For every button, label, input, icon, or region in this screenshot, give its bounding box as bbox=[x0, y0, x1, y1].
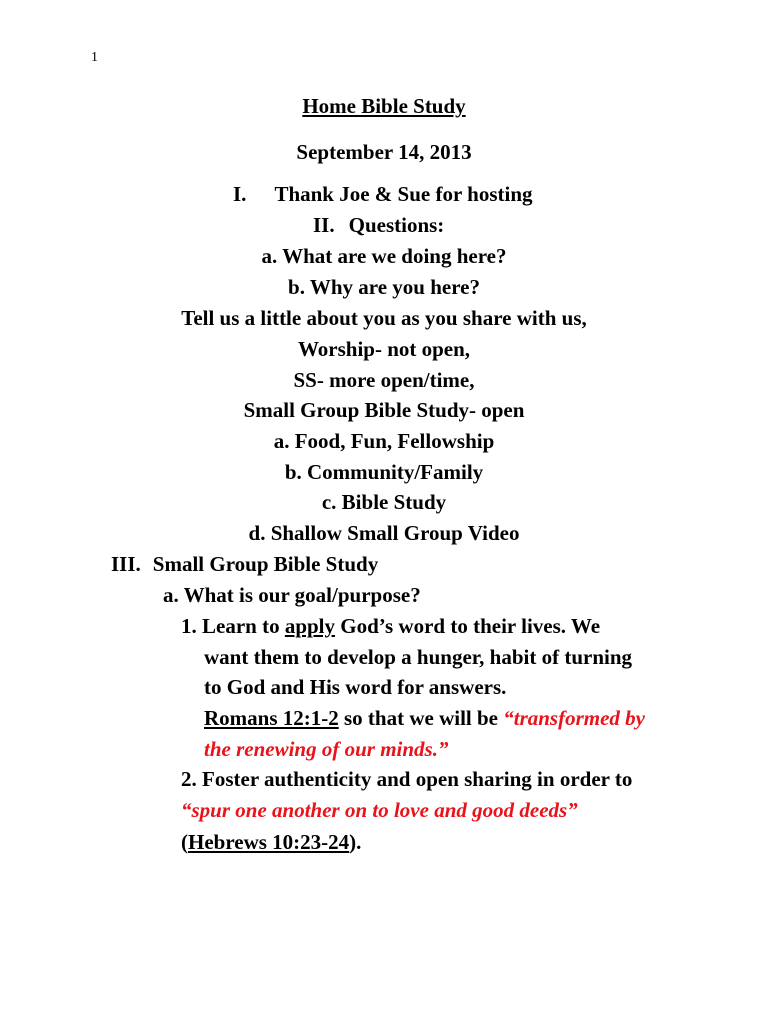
list-item: Tell us a little about you as you share with us, bbox=[181, 306, 587, 330]
close-paren: ). bbox=[349, 830, 362, 854]
page-number: 1 bbox=[91, 50, 98, 65]
scripture-quote: “transformed by bbox=[503, 706, 645, 730]
list-item: d. Shallow Small Group Video bbox=[248, 521, 520, 545]
point-1-underlined: apply bbox=[284, 614, 336, 638]
scripture-reference: Romans 12:1-2 bbox=[204, 706, 339, 730]
list-item: a. Food, Fun, Fellowship bbox=[273, 429, 495, 453]
list-item: Worship- not open, bbox=[297, 337, 471, 361]
section-1-text: Thank Joe & Sue for hosting bbox=[274, 182, 533, 206]
section-2-text: Questions: bbox=[348, 213, 445, 237]
list-item: a. What are we doing here? bbox=[261, 244, 507, 268]
scripture-quote: the renewing of our minds.” bbox=[204, 737, 449, 761]
point-2-reference-line bbox=[181, 832, 361, 853]
list-item: b. Community/Family bbox=[284, 460, 484, 484]
point-2-line-1: 2. Foster authenticity and open sharing in order to bbox=[181, 767, 633, 791]
page-title: Home Bible Study bbox=[302, 94, 466, 118]
point-1-line-2: want them to develop a hunger, habit of turning bbox=[204, 645, 633, 669]
point-1-connector: so that we will be bbox=[344, 706, 498, 730]
date: September 14, 2013 bbox=[296, 140, 472, 164]
point-1-line-4 bbox=[204, 708, 645, 729]
list-item: SS- more open/time, bbox=[293, 368, 475, 392]
section-2-numeral: II. bbox=[313, 213, 335, 237]
section-3 bbox=[111, 554, 378, 575]
point-1-suffix: God’s word to their lives. We bbox=[340, 614, 601, 638]
section-3-text: Small Group Bible Study bbox=[152, 552, 379, 576]
open-paren: ( bbox=[181, 830, 188, 854]
section-2 bbox=[313, 215, 444, 236]
scripture-reference: Hebrews 10:23-24 bbox=[188, 830, 350, 854]
list-item: Small Group Bible Study- open bbox=[243, 398, 525, 422]
sub-item-a: a. What is our goal/purpose? bbox=[163, 583, 421, 607]
point-1-prefix: 1. Learn to bbox=[181, 614, 280, 638]
section-1-numeral: I. bbox=[233, 182, 247, 206]
scripture-quote: “spur one another on to love and good deeds” bbox=[181, 798, 578, 822]
list-item: c. Bible Study bbox=[321, 490, 447, 514]
point-1-line-1 bbox=[181, 616, 600, 637]
section-1 bbox=[233, 184, 533, 205]
section-3-numeral: III. bbox=[111, 552, 141, 576]
list-item: b. Why are you here? bbox=[288, 275, 480, 299]
point-1-line-3: to God and His word for answers. bbox=[204, 675, 507, 699]
